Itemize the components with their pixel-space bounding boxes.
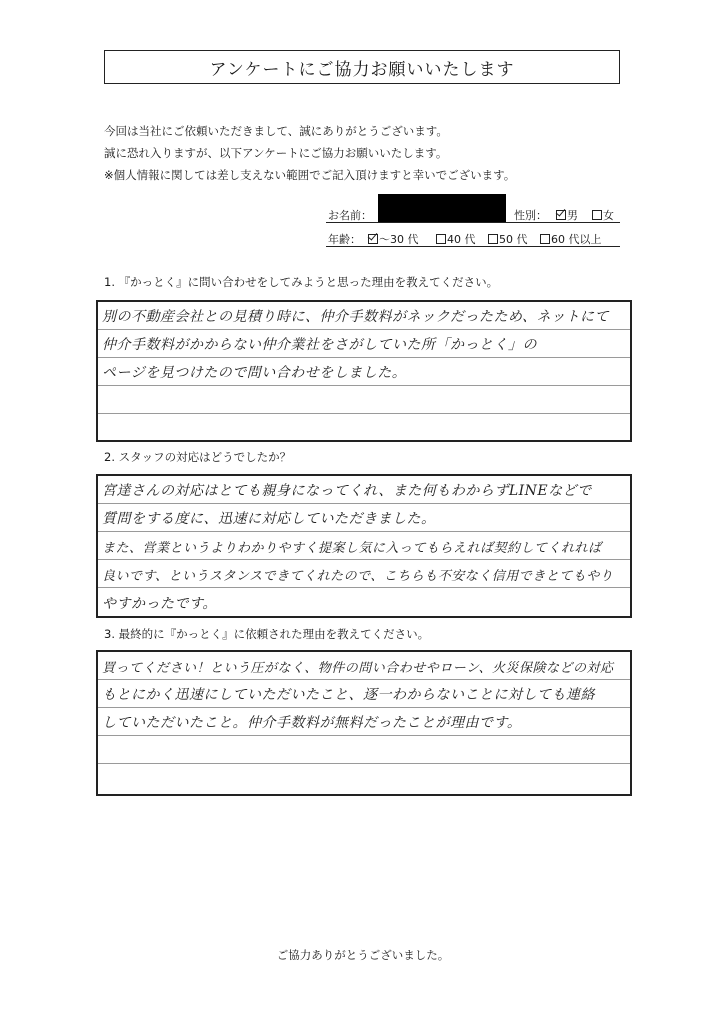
intro-line: 誠に恐れ入りますが、以下アンケートにご協力お願いいたします。: [104, 146, 448, 160]
redacted-name: [378, 194, 506, 222]
answer-box-1[interactable]: [96, 300, 632, 442]
handwritten-text: 良いです、というスタンスできてくれたので、こちらも不安なく信用できとてもやり: [102, 569, 614, 584]
handwritten-text: また、営業というよりわかりやすく提案し気に入ってもらえれば契約してくれれば: [102, 541, 602, 556]
answer-line: [98, 588, 630, 616]
age-option-50s[interactable]: 50 代: [488, 231, 528, 247]
answer-line: [98, 358, 630, 386]
answer-box-2[interactable]: [96, 474, 632, 618]
gender-label: 性別：: [514, 209, 547, 222]
handwritten-text: していただいたこと。仲介手数料が無料だったことが理由です。: [102, 715, 522, 731]
age-option-under30[interactable]: ～30 代: [368, 231, 419, 247]
footer-thanks: ご協力ありがとうございました。: [276, 948, 450, 962]
name-underline: [326, 222, 620, 223]
gender-option-male[interactable]: 男: [556, 207, 578, 223]
answer-line: [98, 680, 630, 708]
answer-line: [98, 386, 630, 414]
answer-line: [98, 532, 630, 560]
answer-line: [98, 764, 630, 792]
answer-line: [98, 708, 630, 736]
answer-line: [98, 736, 630, 764]
age-underline: [326, 246, 620, 247]
checkbox-icon[interactable]: [592, 210, 602, 220]
handwritten-text: 宮達さんの対応はとても親身になってくれ、また何もわからずLINEなどで: [102, 483, 592, 499]
handwritten-text: 質問をする度に、迅速に対応していただきました。: [102, 511, 436, 527]
age-option-60plus[interactable]: 60 代以上: [540, 231, 602, 247]
answer-line: [98, 504, 630, 532]
intro-text: [104, 120, 515, 186]
handwritten-text: 仲介手数料がかからない仲介業社をさがしていた所「かっとく」の: [102, 337, 537, 353]
answer-line: [98, 330, 630, 358]
answer-line: [98, 414, 630, 442]
answer-box-3[interactable]: [96, 650, 632, 796]
handwritten-text: 買ってください！という圧がなく、物件の問い合わせやローン、火災保険などの対応: [102, 661, 614, 676]
checkbox-icon[interactable]: [540, 234, 550, 244]
handwritten-text: 別の不動産会社との見積り時に、仲介手数料がネックだったため、ネットにて: [102, 309, 609, 325]
answer-line: [98, 560, 630, 588]
checkbox-icon[interactable]: [436, 234, 446, 244]
handwritten-text: やすかったです。: [102, 596, 217, 612]
intro-line: ※個人情報に関しては差し支えない範囲でご記入頂けますと幸いでございます。: [104, 168, 516, 182]
name-label: お名前：: [328, 209, 372, 222]
checkbox-checked-icon[interactable]: [368, 234, 378, 244]
handwritten-text: もとにかく迅速にしていただいたこと、逐一わからないことに対しても連絡: [102, 687, 595, 703]
checkbox-icon[interactable]: [488, 234, 498, 244]
question-2: 2. スタッフの対応はどうでしたか？: [104, 450, 292, 464]
answer-line: [98, 652, 630, 680]
age-option-40s[interactable]: 40 代: [436, 231, 476, 247]
handwritten-text: ページを見つけたので問い合わせをしました。: [102, 365, 407, 381]
gender-option-female[interactable]: 女: [592, 207, 614, 223]
question-3: 3. 最終的に『かっとく』に依頼された理由を教えてください。: [104, 627, 430, 641]
intro-line: 今回は当社にご依頼いただきまして、誠にありがとうございます。: [104, 124, 448, 138]
survey-title: アンケートにご協力お願いいたします: [104, 50, 620, 84]
answer-line: [98, 476, 630, 504]
checkbox-checked-icon[interactable]: [556, 210, 566, 220]
age-label: 年齢：: [328, 233, 361, 246]
question-1: 1. 『かっとく』に問い合わせをしてみようと思った理由を教えてください。: [104, 275, 499, 289]
answer-line: [98, 302, 630, 330]
